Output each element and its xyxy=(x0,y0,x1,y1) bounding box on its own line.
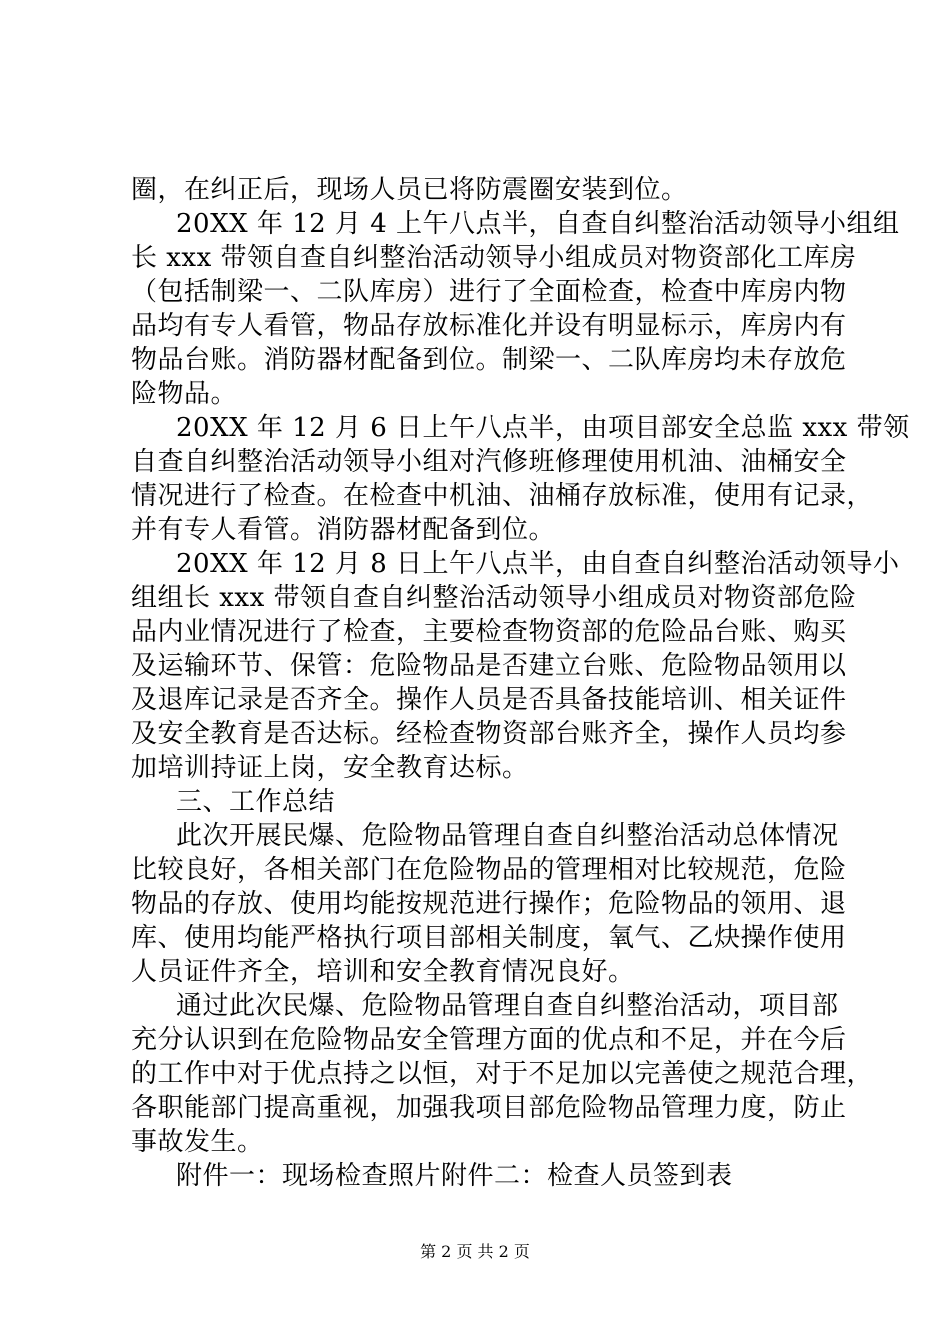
text-line: 圈，在纠正后，现场人员已将防震圈安装到位。 xyxy=(131,175,688,205)
text-line: 比较良好，各相关部门在危险物品的管理相对比较规范，危险 xyxy=(131,855,847,885)
text-line: 组组长 xxx 带领自查自纠整治活动领导小组成员对物资部危险 xyxy=(131,583,857,613)
text-line: 品内业情况进行了检查，主要检查物资部的危险品台账、购买 xyxy=(131,617,847,647)
text-line: 自查自纠整治活动领导小组对汽修班修理使用机油、油桶安全 xyxy=(131,447,847,477)
text-line: 险物品。 xyxy=(131,379,238,409)
text-line: 加培训持证上岗，安全教育达标。 xyxy=(131,753,529,783)
text-line: 物品的存放、使用均能按规范进行操作；危险物品的领用、退 xyxy=(131,889,847,919)
section-heading: 三、工作总结 xyxy=(176,787,336,817)
page-number-footer: 第 2 页 共 2 页 xyxy=(420,1242,530,1261)
text-line: 的工作中对于优点持之以恒，对于不足加以完善使之规范合理， xyxy=(131,1059,874,1089)
text-line: 库、使用均能严格执行项目部相关制度，氧气、乙炔操作使用 xyxy=(131,923,847,953)
paragraph-first-line: 20XX 年 12 月 4 上午八点半，自查自纠整治活动领导小组组 xyxy=(176,209,900,239)
attachments-line: 附件一：现场检查照片附件二：检查人员签到表 xyxy=(176,1161,733,1191)
text-line: 及安全教育是否达标。经检查物资部台账齐全，操作人员均参 xyxy=(131,719,847,749)
text-line: 品均有专人看管，物品存放标准化并设有明显标示，库房内有 xyxy=(131,311,847,341)
text-line: 各职能部门提高重视，加强我项目部危险物品管理力度，防止 xyxy=(131,1093,847,1123)
text-line: （包括制梁一、二队库房）进行了全面检查，检查中库房内物 xyxy=(131,277,847,307)
text-line: 并有专人看管。消防器材配备到位。 xyxy=(131,515,556,545)
text-line: 及运输环节、保管：危险物品是否建立台账、危险物品领用以 xyxy=(131,651,847,681)
paragraph-first-line: 20XX 年 12 月 8 日上午八点半，由自查自纠整治活动领导小 xyxy=(176,549,900,579)
text-line: 人员证件齐全，培训和安全教育情况良好。 xyxy=(131,957,635,987)
text-line: 物品台账。消防器材配备到位。制梁一、二队库房均未存放危 xyxy=(131,345,847,375)
text-line: 充分认识到在危险物品安全管理方面的优点和不足，并在今后 xyxy=(131,1025,847,1055)
paragraph-first-line: 此次开展民爆、危险物品管理自查自纠整治活动总体情况 xyxy=(176,821,839,851)
text-line: 情况进行了检查。在检查中机油、油桶存放标准，使用有记录， xyxy=(131,481,874,511)
text-line: 长 xxx 带领自查自纠整治活动领导小组成员对物资部化工库房 xyxy=(131,243,857,273)
text-line: 及退库记录是否齐全。操作人员是否具备技能培训、相关证件 xyxy=(131,685,847,715)
text-line: 事故发生。 xyxy=(131,1127,264,1157)
paragraph-first-line: 通过此次民爆、危险物品管理自查自纠整治活动，项目部 xyxy=(176,991,839,1021)
paragraph-first-line: 20XX 年 12 月 6 日上午八点半，由项目部安全总监 xxx 带领 xyxy=(176,413,910,443)
